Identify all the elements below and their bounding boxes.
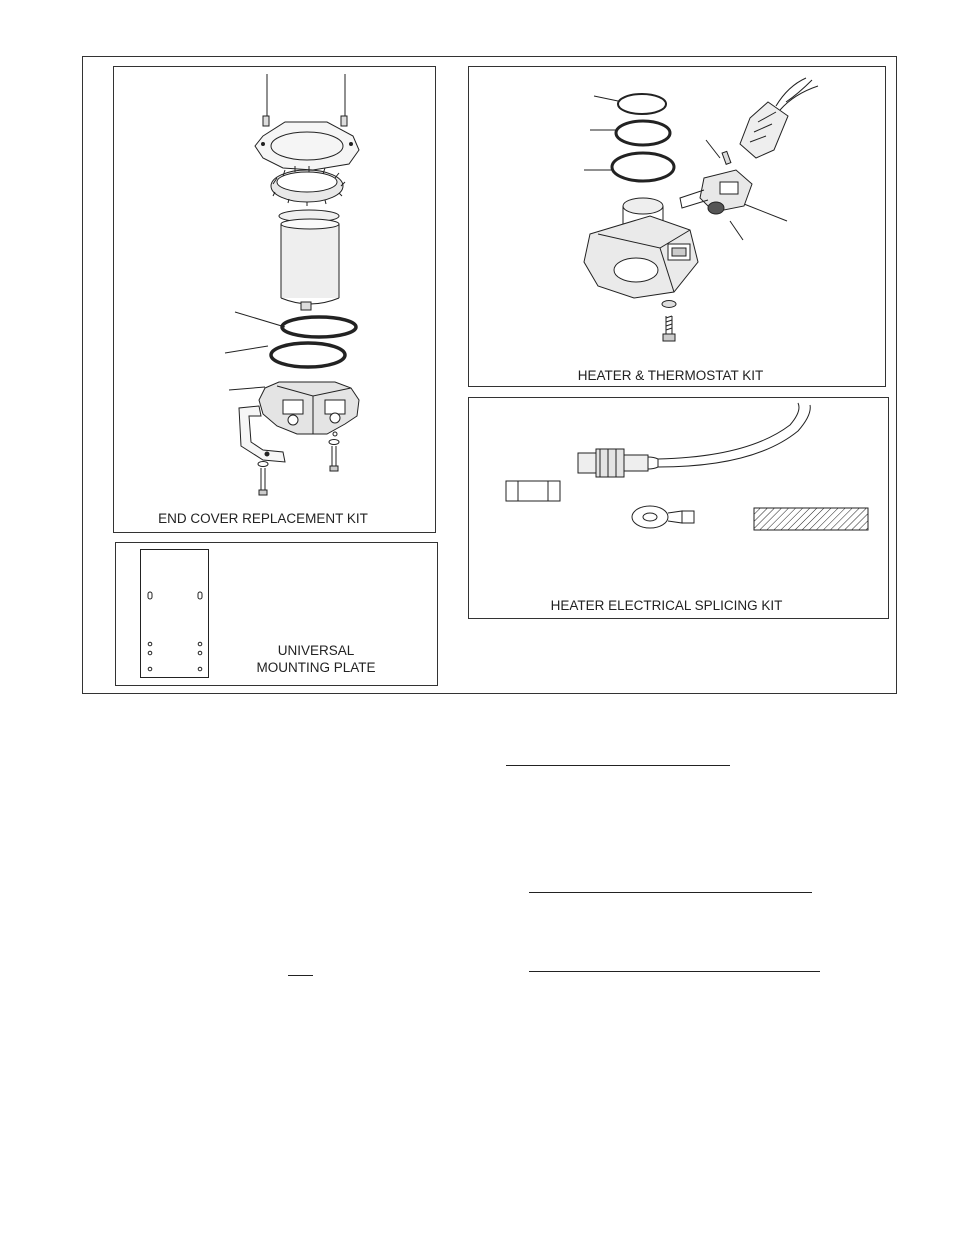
text-rule-2 (529, 892, 812, 893)
text-rule-4 (288, 975, 313, 976)
text-rule-3 (529, 971, 820, 972)
end-cover-exploded-drawing (113, 66, 436, 533)
splicing-kit-drawing (468, 397, 889, 619)
mounting-plate-drawing (140, 549, 210, 679)
splicing-kit-label: HEATER ELECTRICAL SPLICING KIT (550, 598, 783, 613)
mounting-plate-label-line1: UNIVERSAL (277, 643, 355, 658)
mounting-plate-label-line2: MOUNTING PLATE (256, 660, 376, 675)
text-rule-1 (506, 765, 730, 766)
heater-thermostat-kit-label: HEATER & THERMOSTAT KIT (577, 368, 764, 383)
end-cover-kit-label: END COVER REPLACEMENT KIT (158, 511, 368, 526)
heater-thermostat-drawing (468, 66, 886, 387)
